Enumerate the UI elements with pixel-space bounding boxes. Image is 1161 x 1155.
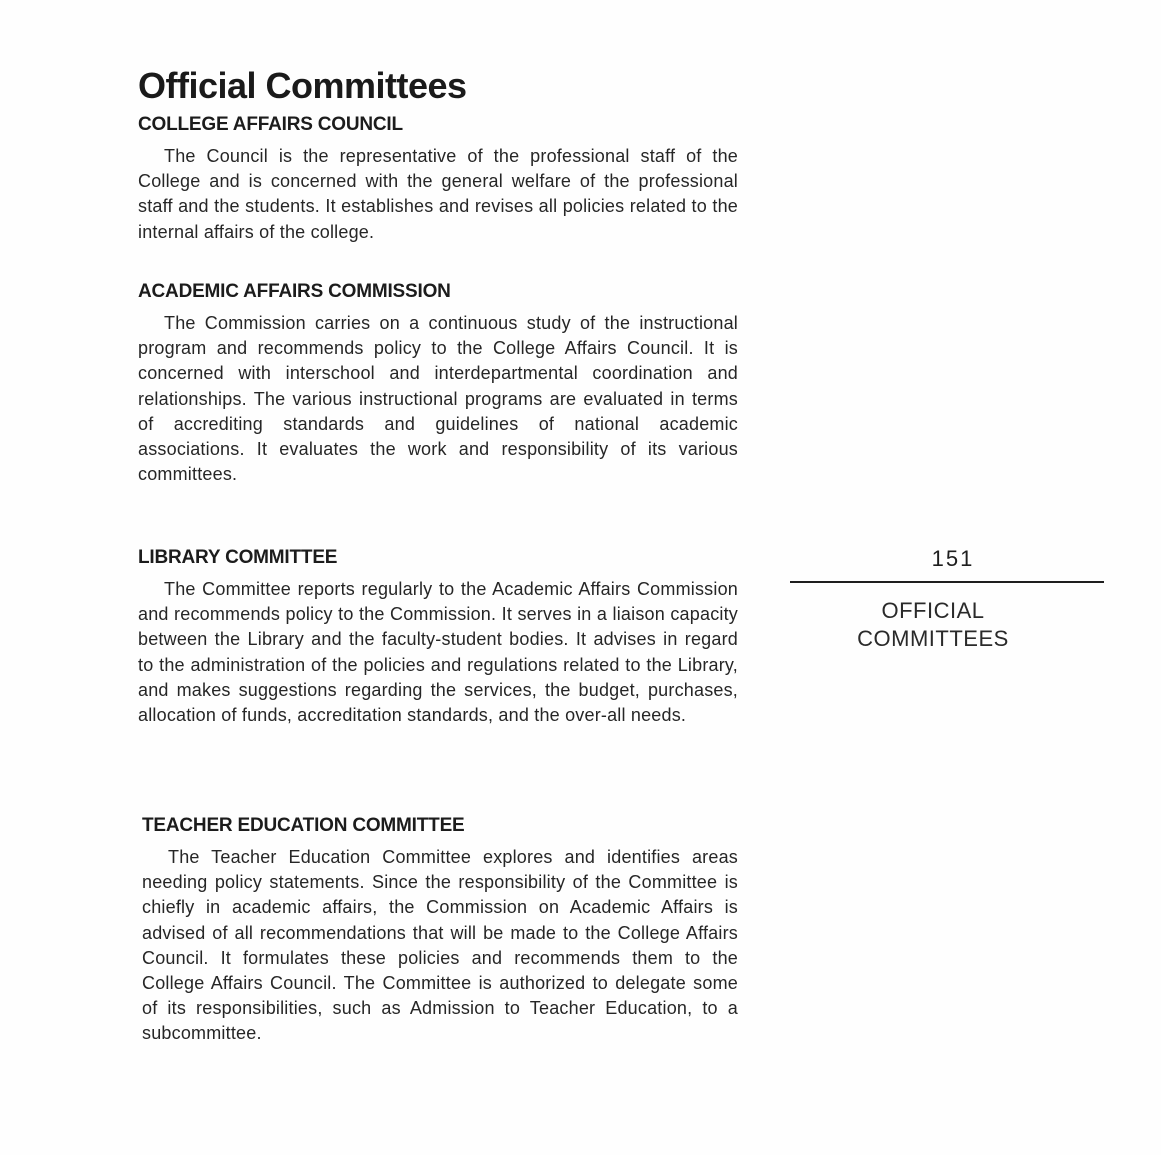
section-heading: COLLEGE AFFAIRS COUNCIL <box>138 114 403 135</box>
section-body: The Teacher Education Committee explores and identifies areas needing policy statements. Since the responsibility of the Committee is chiefly in academic affairs, the Commission on Academic Affairs is advised of all recommendations that will be made to the College Affairs Council. It formulates these policies and recommends them to the College Affairs Council. The Committee is authorized to delegate some of its responsibilities, such as Admission to Teacher Education, to a subcommittee. <box>142 847 738 1044</box>
section-academic-affairs-commission <box>138 279 738 487</box>
side-divider-rule <box>790 581 1104 583</box>
page-title: Official Committees <box>138 65 467 106</box>
side-running-header <box>790 545 1104 653</box>
section-heading: TEACHER EDUCATION COMMITTEE <box>142 815 465 836</box>
side-label-line-1: OFFICIAL <box>881 598 985 623</box>
side-section-label <box>790 597 1104 653</box>
main-column <box>138 62 738 1044</box>
section-college-affairs-council <box>138 112 738 245</box>
section-teacher-education-committee <box>142 813 738 1047</box>
side-label-line-2: COMMITTEES <box>857 626 1009 651</box>
section-body: The Council is the representative of the professional staff of the College and is concerned with the general welfare of the professional staff and the students. It establishes and revises all policies related to the internal affairs of the college. <box>138 146 738 242</box>
section-body: The Commission carries on a continuous study of the instructional program and recommends policy to the College Affairs Council. It is concerned with interschool and interdepartmental coordination and relationships. The various instructional programs are evaluated in terms of accrediting standards and guidelines of national academic associations. It evaluates the work and responsibility of its various committees. <box>138 313 738 485</box>
section-body: The Committee reports regularly to the Academic Affairs Commission and recommends policy to the Commission. It serves in a liaison capacity between the Library and the faculty-student bodies. It advises in regard to the administration of the policies and regulations related to the Library, and makes suggestions regarding the services, the budget, purchases, allocation of funds, accreditation standards, and the over-all needs. <box>138 579 738 726</box>
page-number: 151 <box>931 546 975 571</box>
section-heading: ACADEMIC AFFAIRS COMMISSION <box>138 281 451 302</box>
section-heading: LIBRARY COMMITTEE <box>138 547 338 568</box>
section-library-committee <box>138 545 738 728</box>
